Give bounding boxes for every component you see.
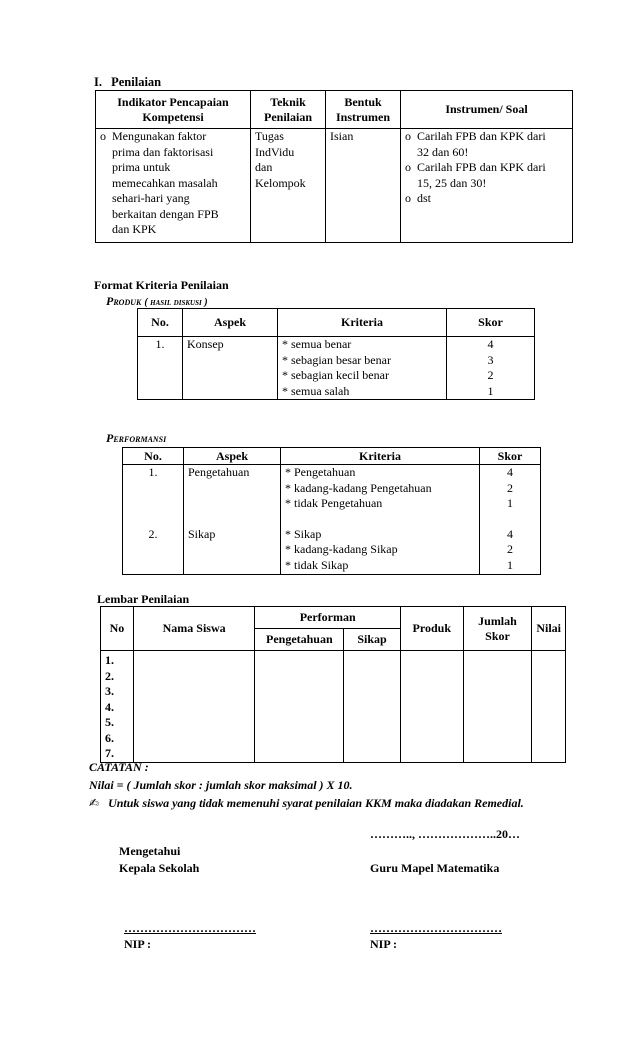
lembar-cell-pengetahuan xyxy=(255,651,344,763)
row-no: 2. xyxy=(148,526,158,541)
soal-item xyxy=(405,129,568,160)
produk-header-no: No. xyxy=(138,309,183,337)
lembar-header-nama: Nama Siswa xyxy=(133,607,255,651)
produk-heading xyxy=(94,294,208,309)
lembar-header-produk: Produk xyxy=(400,607,463,651)
mengetahui-label: Mengetahui xyxy=(119,844,181,858)
kriteria-line: * semua salah xyxy=(282,383,350,398)
perf-header-no: No. xyxy=(123,448,184,465)
header-teknik: Teknik Penilaian xyxy=(251,91,326,129)
lembar-header-pengetahuan: Pengetahuan xyxy=(255,629,344,651)
skor-value: 1 xyxy=(507,557,513,572)
section-heading xyxy=(94,75,161,90)
student-number: 6. xyxy=(105,730,114,745)
soal-line: 32 dan 60! xyxy=(417,144,469,159)
lembar-header-no: No xyxy=(101,607,134,651)
kriteria-line: * tidak Pengetahuan xyxy=(285,496,383,510)
kepala-sekolah-label: Kepala Sekolah xyxy=(119,861,200,875)
cell-bentuk xyxy=(326,129,401,243)
student-number: 5. xyxy=(105,715,114,729)
left-nip: NIP : xyxy=(124,937,151,951)
soal-line: Carilah FPB dan KPK dari xyxy=(417,129,546,143)
produk-header-kriteria: Kriteria xyxy=(278,309,447,337)
catatan-title: CATATAN : xyxy=(89,760,149,774)
soal-line: dst xyxy=(417,191,432,205)
kriteria-line: * kadang-kadang Pengetahuan xyxy=(285,480,432,495)
kriteria-line: * Sikap xyxy=(285,526,322,541)
signature-date: ……….., ………………..20… xyxy=(370,827,520,841)
skor-value: 1 xyxy=(487,383,494,398)
perf-header-aspek: Aspek xyxy=(184,448,281,465)
student-number: 4. xyxy=(105,699,114,714)
student-number: 7. xyxy=(105,746,114,760)
catatan-formula: Nilai = ( Jumlah skor : jumlah skor maksimal ) X 10. xyxy=(89,778,353,792)
guru-mapel-label: Guru Mapel Matematika xyxy=(370,861,500,875)
right-nip: NIP : xyxy=(370,937,397,951)
lembar-cell-nama xyxy=(133,651,255,763)
produk-header-skor: Skor xyxy=(447,309,535,337)
skor-value: 1 xyxy=(507,496,513,510)
skor-value: 4 xyxy=(487,337,494,351)
produk-cell-skor xyxy=(447,337,535,400)
row-no: 1. xyxy=(148,465,158,479)
soal-item xyxy=(405,191,568,207)
lembar-cell-jumlah xyxy=(463,651,532,763)
lembar-header-nilai: Nilai xyxy=(532,607,566,651)
section-number: I. xyxy=(94,75,102,89)
performansi-table xyxy=(122,447,541,575)
catatan-note-text: Untuk siswa yang tidak memenuhi syarat penilaian KKM maka diadakan Remedial. xyxy=(108,796,524,810)
produk-sub: ( hasil diskusi ) xyxy=(144,297,208,308)
skor-value: 2 xyxy=(507,542,513,556)
perf-header-skor: Skor xyxy=(480,448,541,465)
perf-header-kriteria: Kriteria xyxy=(281,448,480,465)
indikator-line: berkaitan dengan FPB xyxy=(112,206,219,221)
produk-cell-kriteria xyxy=(278,337,447,400)
lembar-table xyxy=(100,606,566,763)
row-aspek: Konsep xyxy=(187,337,224,351)
bentuk-value: Isian xyxy=(330,129,354,143)
indikator-line: memecahkan masalah xyxy=(112,175,218,190)
produk-header-aspek: Aspek xyxy=(183,309,278,337)
indikator-line: dan KPK xyxy=(112,222,157,236)
penilaian-table xyxy=(95,90,573,243)
lembar-header-jumlah: Jumlah Skor xyxy=(463,607,532,651)
perf-cell-no xyxy=(123,465,184,575)
row-aspek: Sikap xyxy=(188,526,216,541)
header-indikator: Indikator Pencapaian Kompetensi xyxy=(96,91,251,129)
student-number: 2. xyxy=(105,668,114,683)
perf-cell-skor xyxy=(480,465,541,575)
produk-cell-no xyxy=(138,337,183,400)
performansi-heading xyxy=(94,431,166,446)
kriteria-line: * semua benar xyxy=(282,337,352,351)
perf-cell-aspek xyxy=(184,465,281,575)
indikator-line: prima dan faktorisasi xyxy=(112,144,214,159)
soal-line: Carilah FPB dan KPK dari xyxy=(417,160,546,174)
format-title: Format Kriteria Penilaian xyxy=(94,278,229,292)
teknik-line: Kelompok xyxy=(255,175,306,190)
bullet-mark: o xyxy=(405,191,411,205)
header-bentuk: Bentuk Instrumen xyxy=(326,91,401,129)
perf-cell-kriteria xyxy=(281,465,480,575)
lembar-header-sikap: Sikap xyxy=(344,629,401,651)
student-number: 3. xyxy=(105,684,114,698)
bullet-mark: o xyxy=(405,160,411,174)
skor-value: 3 xyxy=(487,352,494,367)
produk-label: Produk xyxy=(106,294,142,308)
skor-value: 4 xyxy=(507,526,513,541)
right-signature-dots: …………………………… xyxy=(370,921,502,935)
section-title: Penilaian xyxy=(111,75,162,89)
kriteria-line: * tidak Sikap xyxy=(285,557,349,572)
lembar-cell-nilai xyxy=(532,651,566,763)
cell-teknik xyxy=(251,129,326,243)
kriteria-line: * Pengetahuan xyxy=(285,465,356,479)
soal-item xyxy=(405,160,568,191)
header-soal: Instrumen/ Soal xyxy=(401,91,573,129)
produk-cell-aspek xyxy=(183,337,278,400)
skor-value: 4 xyxy=(507,465,513,479)
produk-table xyxy=(137,308,535,400)
lembar-cell-sikap xyxy=(344,651,401,763)
lembar-cell-produk xyxy=(400,651,463,763)
indikator-line: Mengunakan faktor xyxy=(112,129,207,143)
row-no: 1. xyxy=(155,337,165,351)
row-aspek: Pengetahuan xyxy=(188,465,250,479)
cell-indikator xyxy=(96,129,251,243)
lembar-cell-numbers xyxy=(101,651,134,763)
kriteria-line: * sebagian kecil benar xyxy=(282,368,389,382)
cell-soal xyxy=(401,129,573,243)
lembar-header-performan: Performan xyxy=(255,607,400,629)
skor-value: 2 xyxy=(507,480,513,495)
bullet-mark: o xyxy=(100,129,106,143)
lembar-title: Lembar Penilaian xyxy=(97,592,190,606)
soal-line: 15, 25 dan 30! xyxy=(417,175,487,190)
left-signature-dots: …………………………… xyxy=(124,921,256,935)
kriteria-line: * kadang-kadang Sikap xyxy=(285,542,398,556)
writing-hand-icon: ✍ xyxy=(89,796,100,810)
teknik-line: dan xyxy=(255,160,273,174)
indikator-line: sehari-hari yang xyxy=(112,191,190,205)
bullet-mark: o xyxy=(405,129,411,143)
indikator-line: prima untuk xyxy=(112,160,171,174)
performansi-label: Performansi xyxy=(106,431,167,445)
teknik-line: Tugas xyxy=(255,129,284,143)
teknik-line: IndVidu xyxy=(255,144,295,159)
catatan-note xyxy=(89,796,524,811)
kriteria-line: * sebagian besar benar xyxy=(282,352,391,367)
student-number: 1. xyxy=(105,653,114,667)
skor-value: 2 xyxy=(487,368,494,382)
